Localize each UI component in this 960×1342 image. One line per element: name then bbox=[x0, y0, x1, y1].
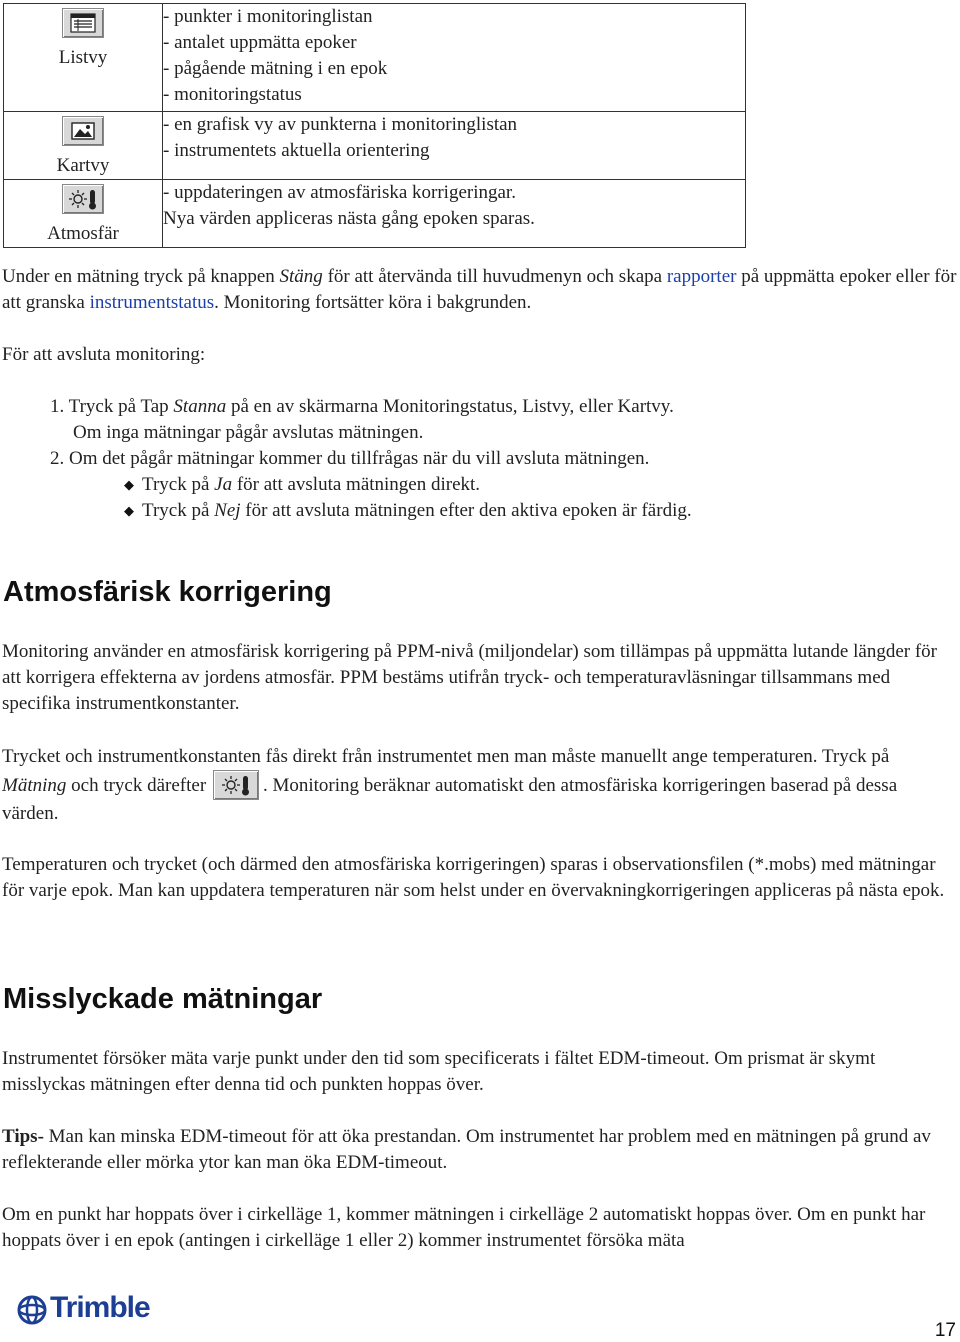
description-line: - punkter i monitoringlistan bbox=[163, 6, 373, 27]
bullet-yes: ◆ Tryck på Ja för att avsluta mätningen direkt. bbox=[124, 472, 480, 498]
bullet-no: ◆ Tryck på Nej för att avsluta mätningen efter den aktiva epoken är färdig. bbox=[124, 498, 692, 524]
failed-paragraph-3: Om en punkt har hoppats över i cirkelläge 1, kommer mätningen i cirkelläge 2 automatiskt hoppas över. Om en punkt har hoppats över i en epok (antingen i cirkelläge 1 eller 2) kommer instrumentet försöka mäta bbox=[2, 1204, 926, 1251]
icon-cell bbox=[4, 4, 163, 112]
step-2: 2. Om det pågår mätningar kommer du tillfrågas när du vill avsluta mätningen. bbox=[50, 448, 650, 469]
tips-paragraph: Tips- Man kan minska EDM-timeout för att öka prestandan. Om instrumentet har problem med en mätningen på grund av reflekterande eller mörka ytor kan man öka EDM-timeout. bbox=[2, 1126, 931, 1173]
description-cell bbox=[163, 4, 746, 112]
row-label: Atmosfär bbox=[47, 223, 119, 244]
description-line: - en grafisk vy av punkterna i monitoringlistan bbox=[163, 114, 518, 135]
close-button-reference: Stäng bbox=[279, 266, 323, 287]
tips-label: Tips- bbox=[2, 1126, 44, 1147]
page-number: 17 bbox=[934, 1320, 956, 1341]
brand-name: Trimble bbox=[50, 1291, 150, 1324]
row-label: Kartvy bbox=[56, 155, 110, 176]
table-row bbox=[4, 180, 746, 248]
description-line: - pågående mätning i en epok bbox=[163, 58, 388, 79]
description-cell bbox=[163, 112, 746, 180]
map-view-icon bbox=[62, 116, 104, 146]
end-monitoring-heading: För att avsluta monitoring: bbox=[2, 344, 206, 365]
list-view-icon bbox=[62, 8, 104, 38]
section-heading-atmospheric: Atmosfärisk korrigering bbox=[3, 576, 332, 608]
table-row bbox=[4, 112, 746, 180]
description-line: - instrumentets aktuella orientering bbox=[163, 140, 430, 161]
step-1: 1. Tryck på Tap Stanna på en av skärmarna Monitoringstatus, Listvy, eller Kartvy. bbox=[50, 396, 674, 417]
table-row bbox=[4, 4, 746, 112]
description-line: Nya värden appliceras nästa gång epoken sparas. bbox=[163, 208, 535, 229]
intro-paragraph: Under en mätning tryck på knappen Stäng för att återvända till huvudmenyn och skapa rapporter på uppmätta epoker eller för att granska instrumentstatus. Monitoring fortsätter köra i bakgrunden. bbox=[2, 266, 957, 313]
row-label: Listvy bbox=[58, 47, 108, 68]
failed-paragraph-1: Instrumentet försöker mäta varje punkt under den tid som specificerats i fältet EDM-timeout. Om prismat är skymt misslyckas mätningen efter denna tid och punkten hoppas över. bbox=[2, 1048, 876, 1095]
atmospheric-paragraph-1: Monitoring använder en atmosfärisk korrigering på PPM-nivå (miljondelar) som tillämpas på uppmätta lutande längder för att korrigera effekterna av jordens atmosfär. PPM bestäms utifrån tryck- och temperaturavläsningar tillsammans med specifika instrumentkonstanter. bbox=[2, 641, 937, 714]
description-line: - monitoringstatus bbox=[163, 84, 302, 105]
diamond-bullet-icon: ◆ bbox=[124, 477, 134, 492]
icon-cell bbox=[4, 112, 163, 180]
atmospheric-paragraph-2: Trycket och instrumentkonstanten fås direkt från instrumentet men man måste manuellt ange temperaturen. Tryck på Mätning och tryck därefter . Monitoring beräknar automatiskt den atmosfäriska korrigeringen baserad på dessa värden. bbox=[2, 746, 898, 824]
section-heading-failed: Misslyckade mätningar bbox=[3, 983, 323, 1015]
reports-link[interactable]: rapporter bbox=[666, 266, 737, 287]
atmosphere-icon bbox=[62, 184, 104, 214]
instrument-status-link[interactable]: instrumentstatus bbox=[89, 292, 215, 313]
description-line: - antalet uppmätta epoker bbox=[163, 32, 357, 53]
atmospheric-paragraph-3: Temperaturen och trycket (och därmed den atmosfäriska korrigeringen) sparas i observationsfilen (*.mobs) med mätningar för varje epok. Man kan uppdatera temperaturen när som helst under en övervakningkorrigeringen appliceras på nästa epok. bbox=[2, 854, 945, 901]
trimble-logo bbox=[16, 1292, 176, 1328]
diamond-bullet-icon: ◆ bbox=[124, 503, 134, 518]
description-line: - uppdateringen av atmosfäriska korrigeringar. bbox=[163, 182, 516, 203]
view-description-table bbox=[3, 3, 746, 248]
step-1-note: Om inga mätningar pågår avslutas mätningen. bbox=[73, 422, 424, 443]
atmosphere-button-icon[interactable] bbox=[213, 770, 259, 800]
icon-cell bbox=[4, 180, 163, 248]
description-cell bbox=[163, 180, 746, 248]
